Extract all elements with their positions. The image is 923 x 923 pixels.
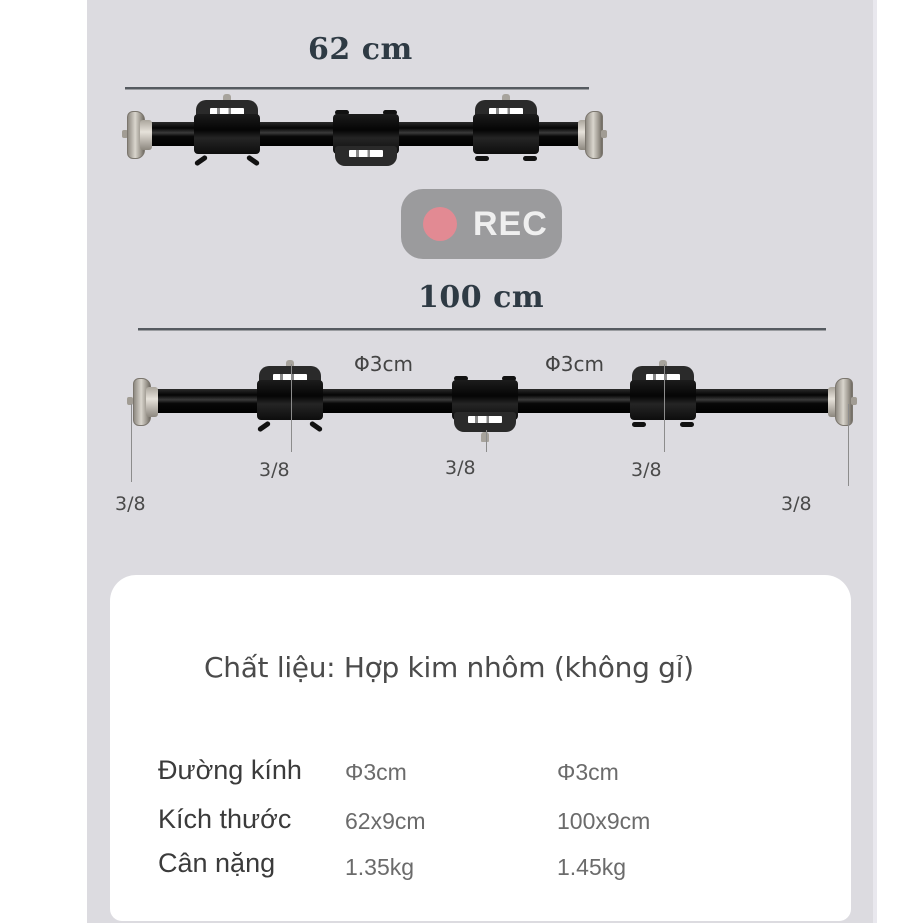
long-bar-clamp-left: [257, 364, 323, 434]
short-bar-clamp-right: [473, 98, 539, 168]
long-bar-clamp-center: [452, 372, 518, 442]
short-bar-length-label: 62 cm: [308, 32, 413, 67]
long-bar-right-stud: [851, 397, 857, 405]
long-bar-length-label: 100 cm: [418, 280, 545, 315]
rec-label: REC: [473, 204, 548, 243]
leader-line-right-end: [848, 404, 849, 486]
spec-row-weight: [110, 848, 851, 888]
long-bar-clamp-right: [630, 364, 696, 434]
spec-value-long: 1.45kg: [557, 854, 627, 880]
diameter-label-left: Φ3cm: [354, 352, 413, 376]
thread-label-left-end: 3/8: [115, 493, 146, 515]
short-bar-dimension-line: [125, 87, 589, 89]
short-bar-clamp-left: [194, 98, 260, 168]
short-bar-clamp-center: [333, 106, 399, 176]
spec-value-long: Φ3cm: [557, 759, 619, 785]
thread-label-clamp-left: 3/8: [259, 459, 290, 481]
spec-row-size: [110, 804, 851, 844]
long-bar-left-neck: [146, 387, 158, 417]
leader-line-clamp-center: [486, 430, 487, 452]
material-text: Chất liệu: Hợp kim nhôm (không gỉ): [204, 651, 694, 684]
spec-card: [110, 575, 851, 921]
leader-line-clamp-right: [664, 364, 665, 452]
spec-row-diameter: [110, 755, 851, 795]
leader-line-clamp-left: [291, 364, 292, 452]
long-bar-dimension-line: [138, 328, 826, 330]
spec-value-short: 62x9cm: [345, 808, 426, 834]
spec-value-long: 100x9cm: [557, 808, 651, 834]
panel-edge: [873, 0, 877, 923]
record-dot-icon: [423, 207, 457, 241]
spec-value-short: Φ3cm: [345, 759, 407, 785]
leader-line-left-end: [131, 404, 132, 482]
thread-label-clamp-right: 3/8: [631, 459, 662, 481]
diameter-label-right: Φ3cm: [545, 352, 604, 376]
thread-label-right-end: 3/8: [781, 493, 812, 515]
recording-indicator[interactable]: [401, 189, 562, 259]
thread-label-clamp-center: 3/8: [445, 457, 476, 479]
short-bar-left-neck: [140, 120, 152, 150]
short-bar-right-stud: [601, 130, 607, 138]
spec-key: Cân nặng: [158, 848, 276, 878]
spec-key: Đường kính: [158, 755, 302, 785]
spec-key: Kích thước: [158, 804, 292, 834]
spec-value-short: 1.35kg: [345, 854, 415, 880]
